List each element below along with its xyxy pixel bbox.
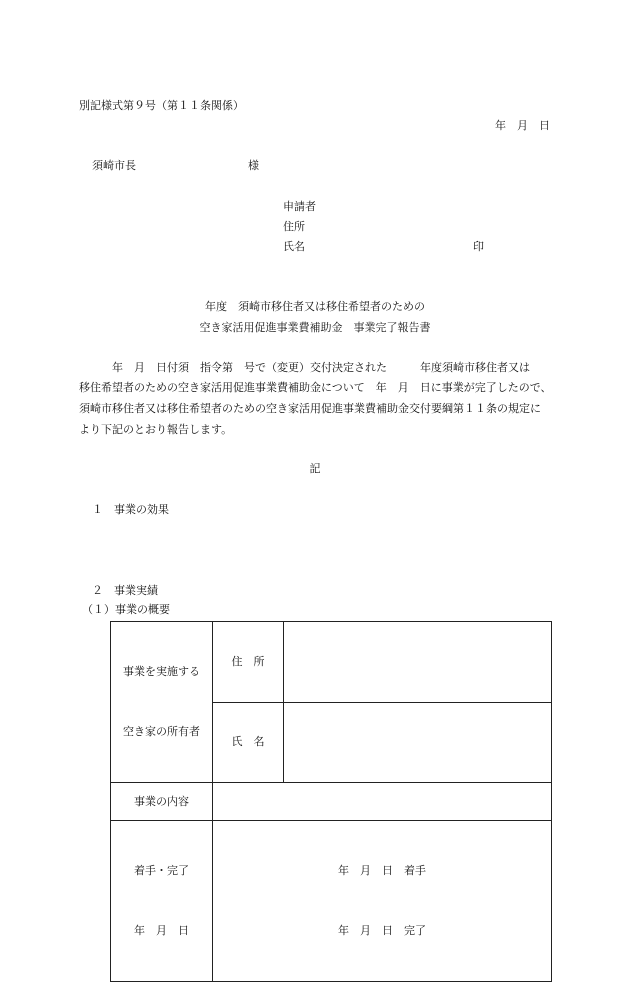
body-line-4: より下記のとおり報告します。 [79, 423, 233, 436]
name-value-cell[interactable] [284, 702, 552, 783]
body-line-2: 移住希望者のための空き家活用促進事業費補助金について 年 月 日に事業が完了したので、 [79, 381, 552, 394]
owner-label-cell [111, 622, 213, 783]
table-row [111, 821, 552, 982]
form-number: 別記様式第９号（第１１条関係） [79, 99, 244, 112]
owner-label-line2: 空き家の所有者 [123, 725, 200, 738]
address-label-cell: 住 所 [213, 622, 284, 703]
content-label-cell: 事業の内容 [111, 783, 213, 821]
period-label-line1: 着手・完了 [134, 864, 189, 877]
owner-label-line1: 事業を実施する [123, 665, 200, 678]
seal-mark: 印 [473, 240, 484, 253]
body-line-1: 年 月 日付須 指令第 号で（変更）交付決定された 年度須崎市移住者又は [79, 361, 530, 374]
section2-heading: ２ 事業実績 [92, 584, 158, 597]
name-label-cell: 氏 名 [213, 702, 284, 783]
project-summary-table [110, 621, 552, 982]
applicant-name-label: 氏名 [283, 240, 305, 253]
period-label-cell [111, 821, 213, 982]
period-label-line2: 年 月 日 [134, 924, 189, 937]
addressee-honorific: 様 [248, 159, 259, 172]
start-date-line: 年 月 日 着手 [338, 864, 426, 877]
date-line: 年 月 日 [495, 119, 550, 132]
addressee-mayor: 須崎市長 [92, 159, 136, 172]
body-line-3: 須崎市移住者又は移住希望者のための空き家活用促進事業費補助金交付要綱第１１条の規定に [79, 402, 541, 415]
document-title-line2: 空き家活用促進事業費補助金 事業完了報告書 [199, 321, 431, 334]
table-row [111, 622, 552, 703]
applicant-title: 申請者 [283, 200, 316, 213]
applicant-address-label: 住所 [283, 220, 305, 233]
section2-subheading: （１）事業の概要 [82, 603, 170, 616]
address-value-cell[interactable] [284, 622, 552, 703]
section1-heading: １ 事業の効果 [92, 503, 169, 516]
document-title-line1: 年度 須崎市移住者又は移住希望者のための [205, 300, 425, 313]
content-value-cell[interactable] [213, 783, 552, 821]
ki-mark: 記 [309, 462, 321, 475]
end-date-line: 年 月 日 完了 [338, 924, 426, 937]
period-value-cell[interactable] [213, 821, 552, 982]
table-row [111, 783, 552, 821]
